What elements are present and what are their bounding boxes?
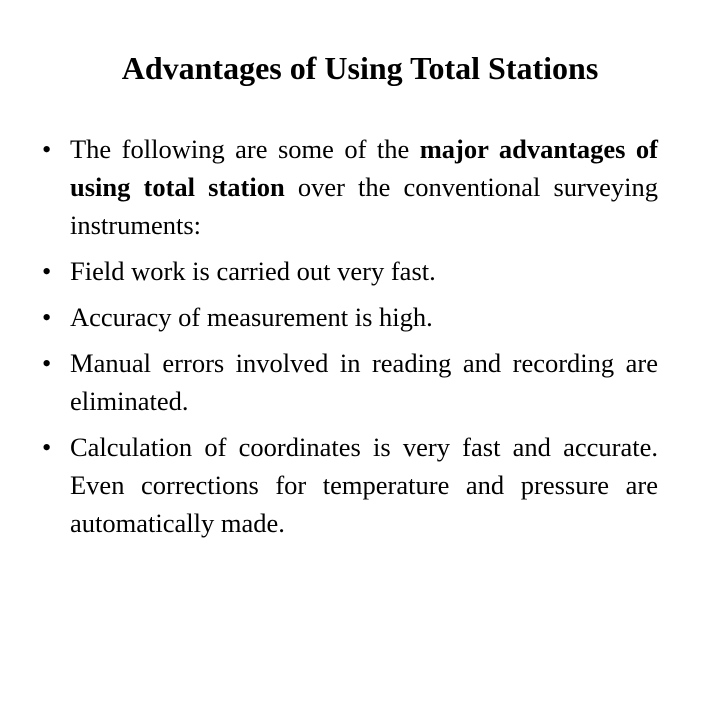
bullet-intro-text: The following are some of the — [70, 134, 420, 164]
bullet-field-work-text: Field work is carried out very fast. — [70, 256, 436, 286]
bullet-manual-errors — [42, 344, 658, 420]
bullet-manual-errors-text: Manual errors involved in reading and recording are eliminated. — [70, 348, 658, 416]
bullet-intro — [42, 130, 658, 244]
bullet-intro-emphasis: major advantages of using total station — [70, 134, 658, 202]
bullet-accuracy-text: Accuracy of measurement is high. — [70, 302, 433, 332]
bullet-list — [42, 130, 658, 550]
bullet-accuracy — [42, 298, 658, 336]
bullet-intro-tail: over the conventional surveying instruments: — [70, 172, 658, 240]
bullet-calculation — [42, 428, 658, 542]
bullet-calculation-text: Calculation of coordinates is very fast and accurate. Even corrections for temperature and pressure are automatically made. — [70, 432, 658, 538]
bullet-field-work — [42, 252, 658, 290]
slide-title: Advantages of Using Total Stations — [121, 50, 599, 86]
